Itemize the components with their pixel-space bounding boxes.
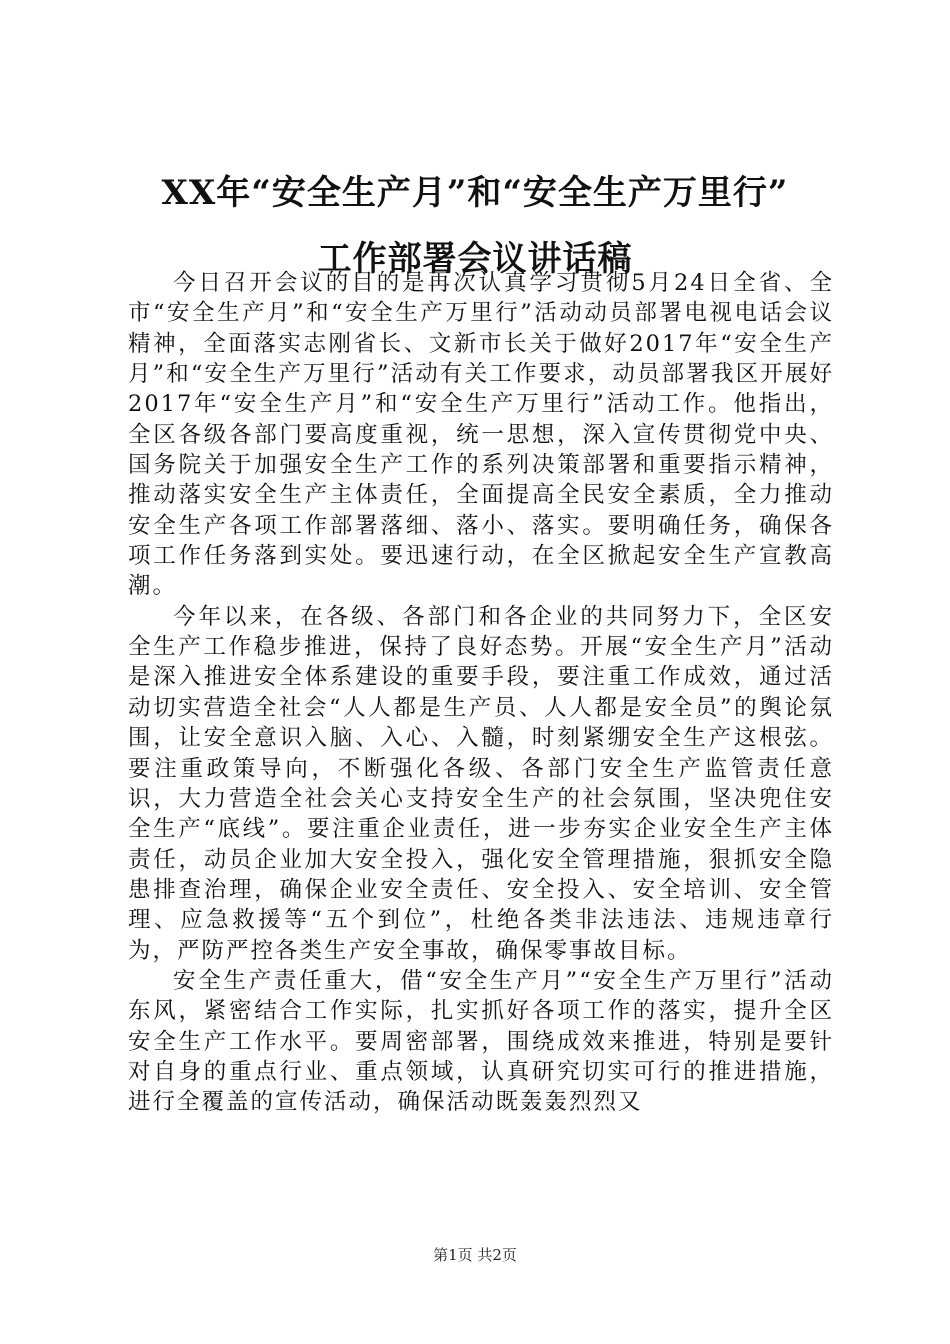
page-number-footer: 第1页 共2页 <box>433 1246 517 1264</box>
paragraph-3: 安全生产责任重大，借“安全生产月”“安全生产万里行”活动东风，紧密结合工作实际，扎实抓好各项工作的落实，提升全区安全生产工作水平。要周密部署，围绕成效来推进，特别是要针对自身的重点行业、重点领域，认真研究切实可行的推进措施，进行全覆盖的宣传活动，确保活动既轰轰烈烈又 <box>128 967 834 1116</box>
paragraph-2: 今年以来，在各级、各部门和各企业的共同努力下，全区安全生产工作稳步推进，保持了良好态势。开展“安全生产月”活动是深入推进安全体系建设的重要手段，要注重工作成效，通过活动切实营造全社会“人人都是生产员、人人都是安全员”的舆论氛围，让安全意识入脑、入心、入髓，时刻紧绷安全生产这根弦。要注重政策导向，不断强化各级、各部门安全生产监管责任意识，大力营造全社会关心支持安全生产的社会氛围，坚决兜住安全生产“底线”。要注重企业责任，进一步夯实企业安全生产主体责任，动员企业加大安全投入，强化安全管理措施，狠抓安全隐患排查治理，确保企业安全责任、安全投入、安全培训、安全管理、应急救援等“五个到位”，杜绝各类非法违法、违规违章行为，严防严控各类生产安全事故，确保零事故目标。 <box>128 603 834 964</box>
title-line-1: XX年“安全生产月”和“安全生产万里行” <box>161 173 789 213</box>
paragraph-1: 今日召开会议的目的是再次认真学习贯彻5月24日全省、全市“安全生产月”和“安全生产万里行”活动动员部署电视电话会议精神，全面落实志刚省长、文新市长关于做好2017年“安全生产月”和“安全生产万里行”活动有关工作要求，动员部署我区开展好2017年“安全生产月”和“安全生产万里行”活动工作。他指出，全区各级各部门要高度重视，统一思想，深入宣传贯彻党中央、国务院关于加强安全生产工作的系列决策部署和重要指示精神，推动落实安全生产主体责任，全面提高全民安全素质，全力推动安全生产各项工作部署落细、落小、落实。要明确任务，确保各项工作任务落到实处。要迅速行动，在全区掀起安全生产宣教高潮。 <box>128 270 834 600</box>
document-body <box>128 268 834 1118</box>
title-line-2: 工作部署会议讲话稿 <box>317 239 633 279</box>
